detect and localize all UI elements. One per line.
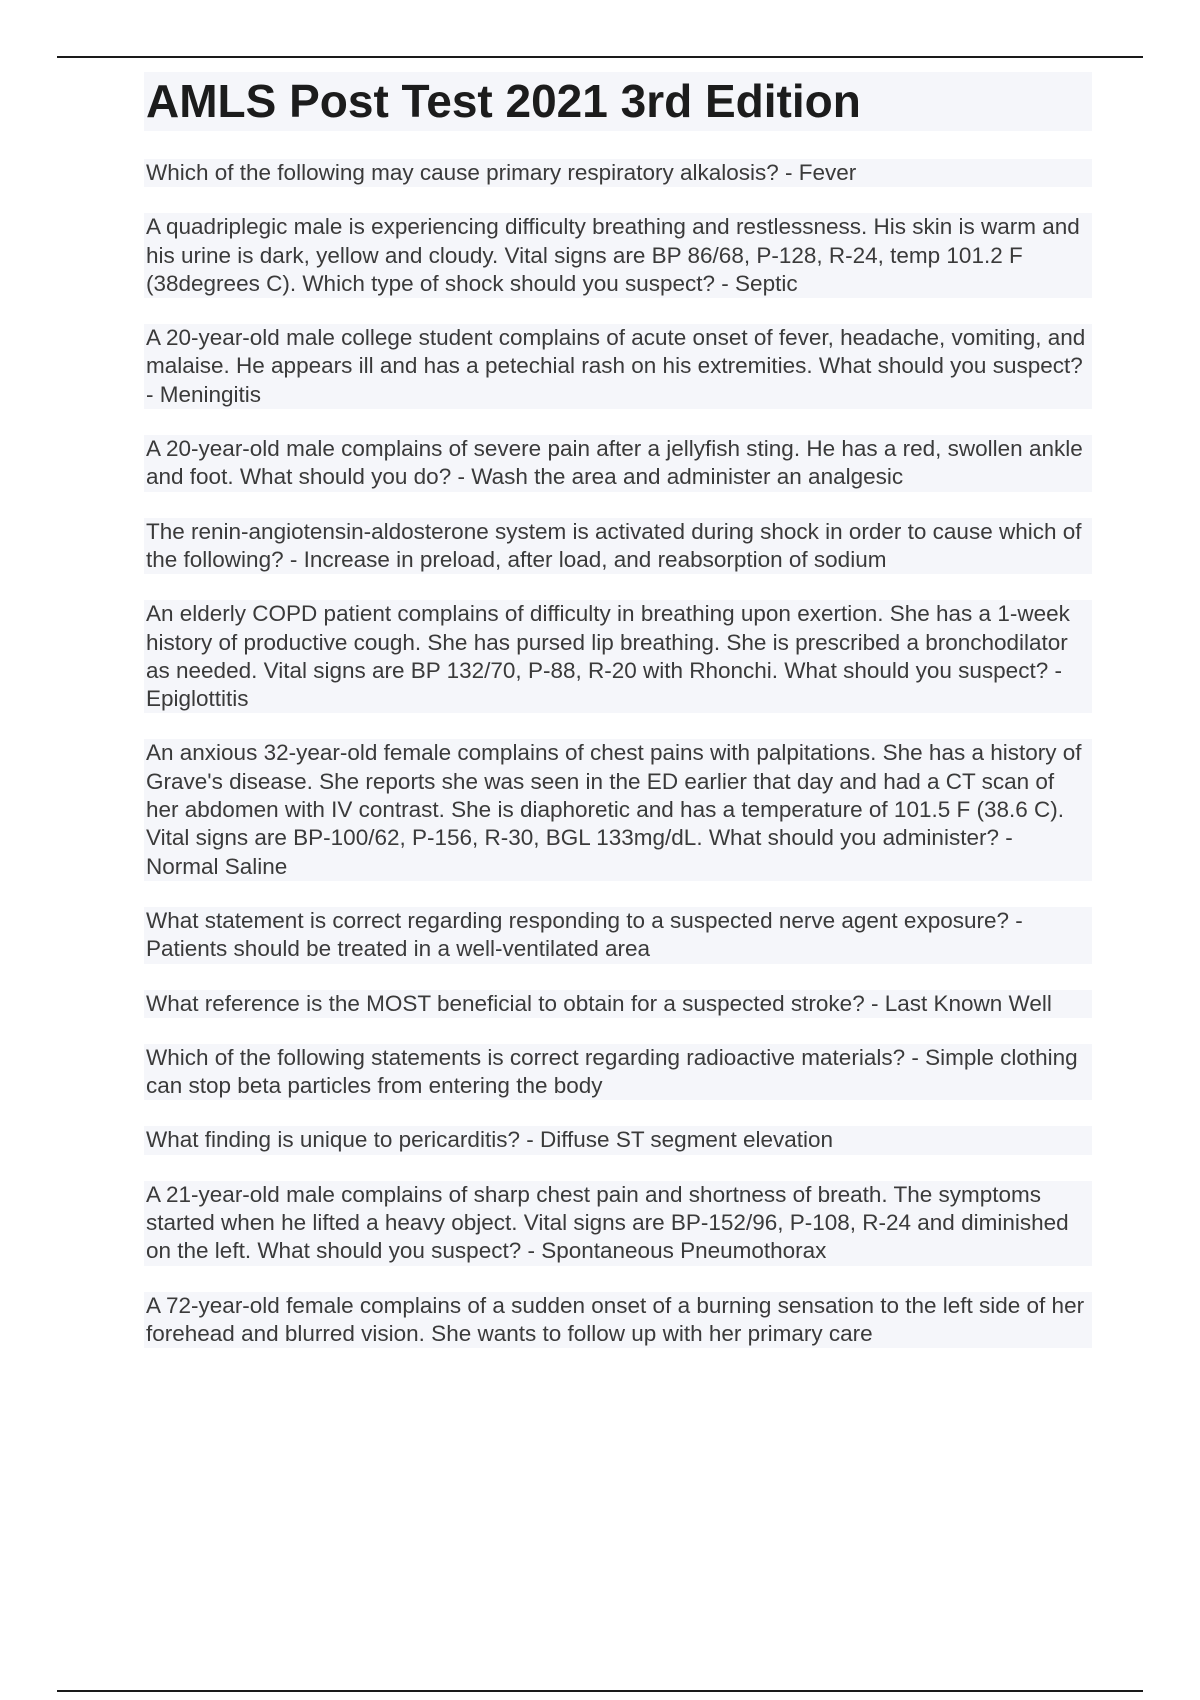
qa-item-6: An elderly COPD patient complains of difficulty in breathing upon exertion. She has a 1-week history of productive cough. She has pursed lip breathing. She is prescribed a bronchodilator as needed. Vital signs are BP 132/70, P-88, R-20 with Rhonchi. What should you suspect? - Epiglottitis: [144, 600, 1092, 713]
qa-item-10: Which of the following statements is correct regarding radioactive materials? - Simple clothing can stop beta particles from entering the body: [144, 1044, 1092, 1101]
qa-item-9: What reference is the MOST beneficial to obtain for a suspected stroke? - Last Known Well: [144, 990, 1092, 1018]
qa-item-1: Which of the following may cause primary respiratory alkalosis? - Fever: [144, 159, 1092, 187]
qa-item-11: What finding is unique to pericarditis? - Diffuse ST segment elevation: [144, 1126, 1092, 1154]
qa-item-5: The renin-angiotensin-aldosterone system is activated during shock in order to cause which of the following? - Increase in preload, after load, and reabsorption of sodium: [144, 518, 1092, 575]
title-band: [144, 72, 1092, 131]
qa-item-7: An anxious 32-year-old female complains of chest pains with palpitations. She has a history of Grave's disease. She reports she was seen in the ED earlier that day and had a CT scan of her abdomen with IV contrast. She is diaphoretic and has a temperature of 101.5 F (38.6 C). Vital signs are BP-100/62, P-156, R-30, BGL 133mg/dL. What should you administer? - Normal Saline: [144, 739, 1092, 880]
qa-item-8: What statement is correct regarding responding to a suspected nerve agent exposure? - Patients should be treated in a well-ventilated area: [144, 907, 1092, 964]
qa-item-2: A quadriplegic male is experiencing difficulty breathing and restlessness. His skin is warm and his urine is dark, yellow and cloudy. Vital signs are BP 86/68, P-128, R-24, temp 101.2 F (38degrees C). Which type of shock should you suspect? - Septic: [144, 213, 1092, 298]
bottom-divider: [57, 1690, 1143, 1692]
top-divider: [57, 56, 1143, 58]
qa-item-3: A 20-year-old male college student complains of acute onset of fever, headache, vomiting, and malaise. He appears ill and has a petechial rash on his extremities. What should you suspect? - Meningitis: [144, 324, 1092, 409]
qa-item-12: A 21-year-old male complains of sharp chest pain and shortness of breath. The symptoms started when he lifted a heavy object. Vital signs are BP-152/96, P-108, R-24 and diminished on the left. What should you suspect? - Spontaneous Pneumothorax: [144, 1181, 1092, 1266]
qa-item-4: A 20-year-old male complains of severe pain after a jellyfish sting. He has a red, swollen ankle and foot. What should you do? - Wash the area and administer an analgesic: [144, 435, 1092, 492]
document-body: [144, 72, 1092, 1374]
qa-item-13: A 72-year-old female complains of a sudden onset of a burning sensation to the left side of her forehead and blurred vision. She wants to follow up with her primary care: [144, 1292, 1092, 1349]
page-title: AMLS Post Test 2021 3rd Edition: [146, 75, 861, 127]
